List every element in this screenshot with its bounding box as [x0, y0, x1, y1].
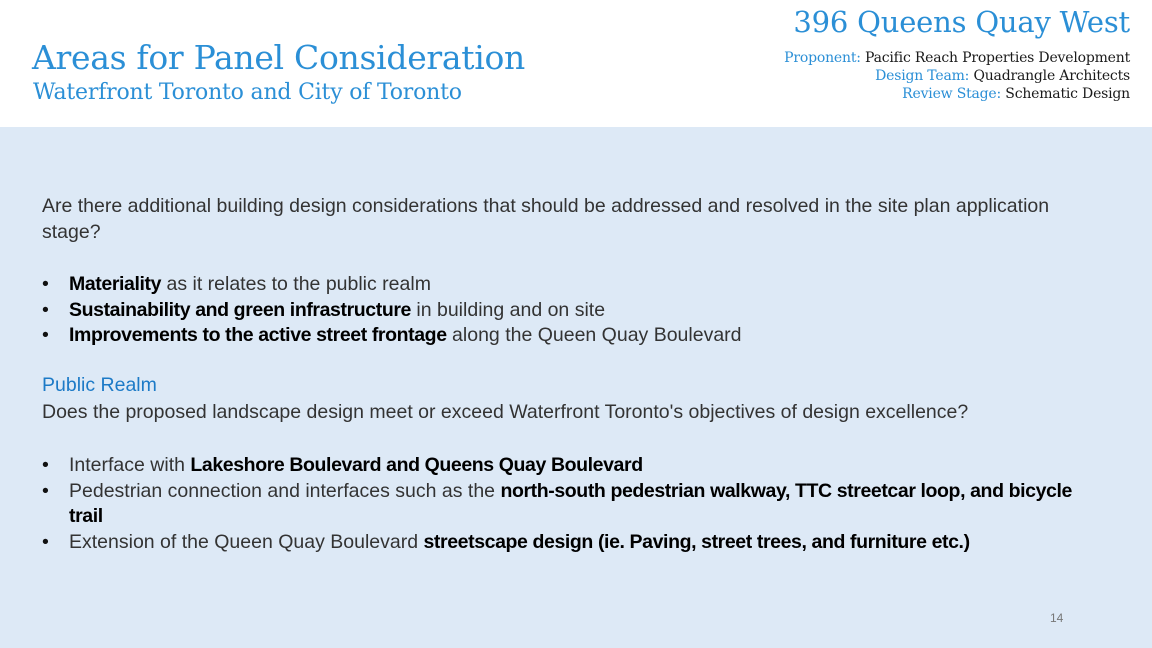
list-item [42, 453, 1082, 479]
bullet-icon: • [42, 454, 49, 476]
meta-value: Quadrangle Architects [973, 68, 1130, 84]
building-question: Are there additional building design considerations that should be addressed and resolved in the site plan application stage? [42, 195, 1050, 243]
list-item [42, 479, 1082, 530]
list-item [42, 272, 1082, 298]
project-title: 396 Queens Quay West [793, 5, 1130, 39]
public-realm-question: Does the proposed landscape design meet or exceed Waterfront Toronto's objectives of design excellence? [42, 401, 969, 423]
meta-design-team [784, 67, 1130, 85]
meta-review-stage [784, 85, 1130, 103]
page-number: 14 [1050, 611, 1064, 625]
slide-header [0, 0, 1152, 127]
slide-subtitle: Waterfront Toronto and City of Toronto [33, 80, 462, 105]
bullet-icon: • [42, 530, 49, 553]
meta-label: Review Stage: [902, 86, 1002, 102]
bullet-icon: • [42, 298, 49, 321]
meta-proponent [784, 49, 1130, 67]
item-text: Pedestrian connection and interfaces such as the [69, 479, 501, 502]
item-text: along the Queen Quay Boulevard [446, 324, 742, 346]
item-text: as it relates to the public realm [161, 273, 431, 295]
building-bullet-list [42, 272, 1082, 349]
bullet-icon: • [42, 479, 49, 502]
meta-label: Design Team: [875, 68, 970, 84]
bold-text: north-south pedestrian walkway, TTC streetcar loop, and bicycle trail [69, 479, 1072, 527]
meta-value: Pacific Reach Properties Development [865, 50, 1130, 66]
list-item [42, 323, 1082, 349]
project-meta [784, 49, 1130, 103]
bold-text: Materiality [69, 273, 162, 295]
public-realm-bullet-list [42, 453, 1082, 555]
bold-text: Lakeshore Boulevard and Queens Quay Boulevard [190, 454, 643, 476]
bullet-icon: • [42, 273, 49, 295]
bold-text: Improvements to the active street frontage [69, 324, 447, 346]
bold-text: Sustainability and green infrastructure [69, 298, 411, 321]
meta-value: Schematic Design [1005, 86, 1130, 102]
bullet-icon: • [42, 324, 49, 346]
list-item [42, 298, 1082, 324]
item-text: Interface with [69, 454, 191, 476]
item-text: in building and on site [410, 298, 606, 321]
item-text: Extension of the Queen Quay Boulevard [69, 530, 424, 553]
bold-text: streetscape design (ie. Paving, street trees, and furniture etc.) [423, 530, 970, 553]
list-item [42, 530, 1082, 556]
slide-title: Areas for Panel Consideration [32, 38, 526, 77]
meta-label: Proponent: [784, 50, 861, 66]
public-realm-heading: Public Realm [42, 374, 157, 396]
